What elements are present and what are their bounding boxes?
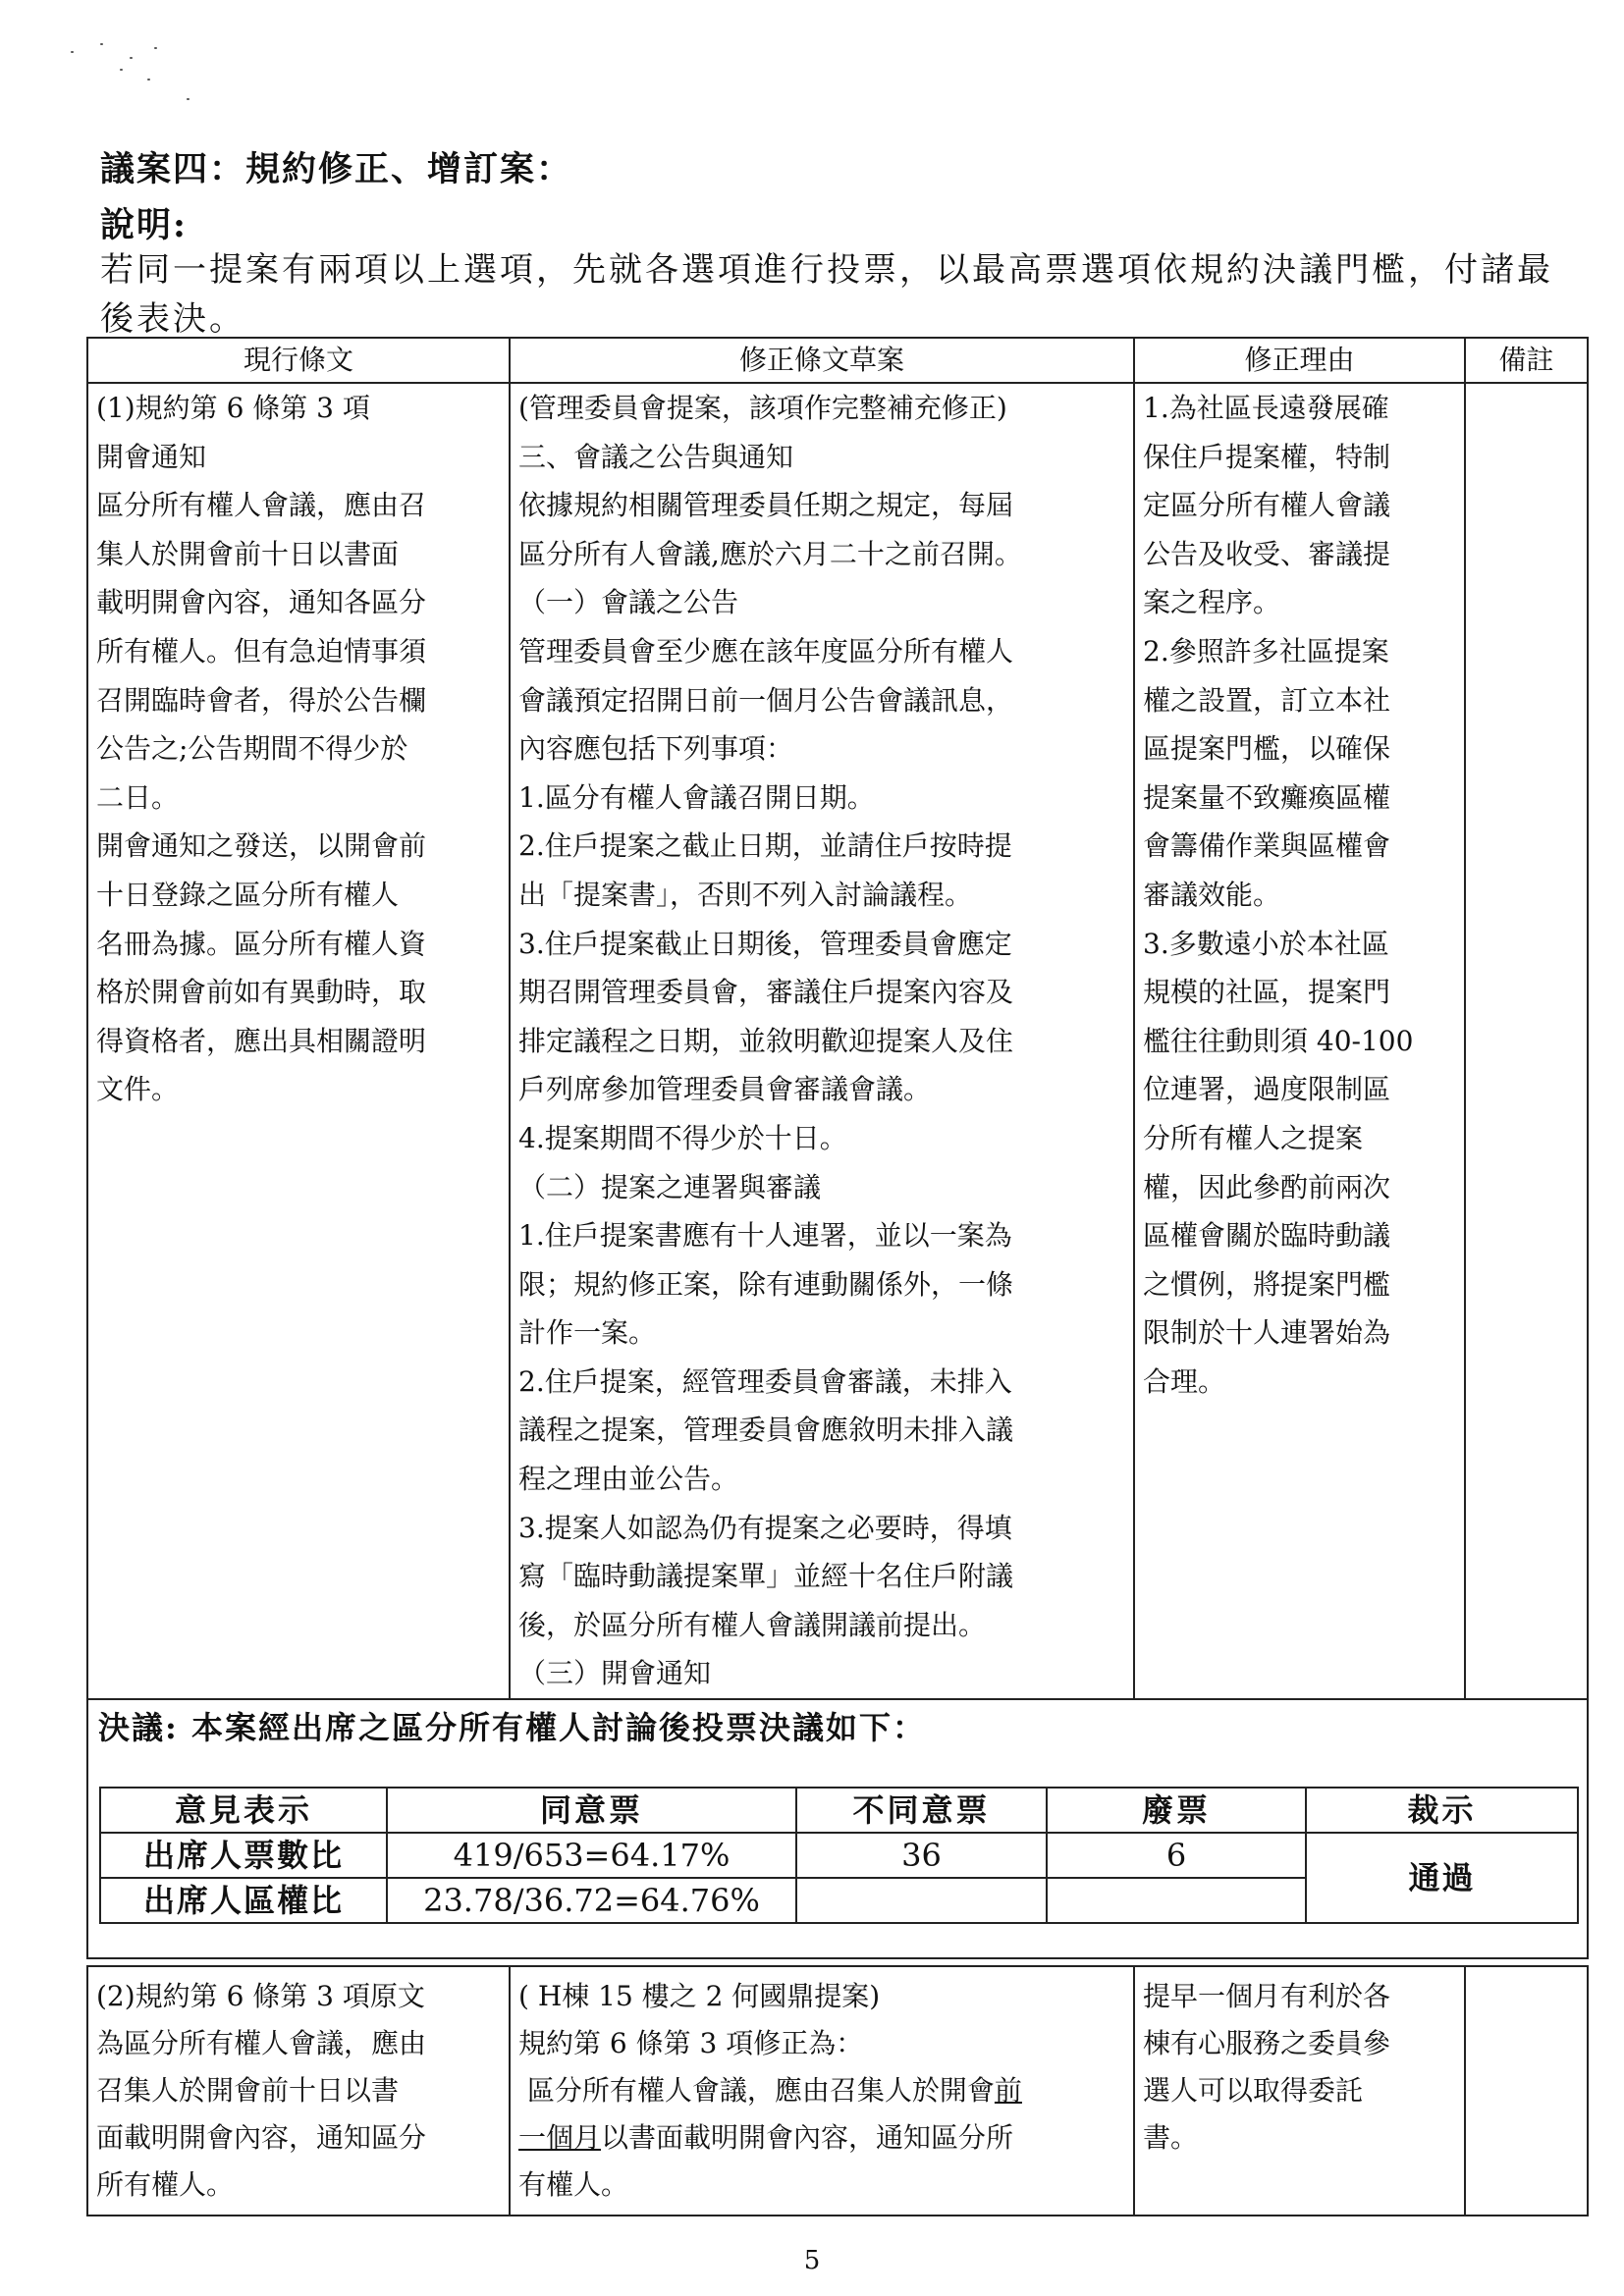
cell-line: 區權會關於臨時動議 (1143, 1219, 1391, 1253)
note-cell (1465, 383, 1588, 1699)
cell-line: 公告之;公告期間不得少於 (96, 732, 408, 766)
cell-line: 提案量不致癱瘓區權 (1143, 780, 1391, 814)
vote-invalid-value: 6 (1047, 1833, 1306, 1878)
amendment-table (86, 337, 1589, 1959)
cell-line: 會議預定招開日前一個月公告會議訊息， (518, 683, 1014, 717)
header-reason: 修正理由 (1134, 338, 1465, 383)
vote-header-opinion: 意見表示 (100, 1788, 387, 1833)
cell-line: (2)規約第 6 條第 3 項原文 (96, 1980, 425, 2012)
vote-row-label: 出席人區權比 (100, 1878, 387, 1923)
cell-line: 之慣例，將提案門檻 (1143, 1267, 1391, 1301)
cell-line: 三、會議之公告與通知 (518, 440, 794, 473)
table-header-row (87, 338, 1588, 383)
cell-line: 棟有心服務之委員參 (1143, 2027, 1391, 2059)
header-draft: 修正條文草案 (510, 338, 1134, 383)
header-note: 備註 (1465, 338, 1588, 383)
cell-line: 程之理由並公告。 (518, 1463, 739, 1496)
draft-article-cell (510, 1966, 1134, 2216)
cell-line: 開會通知之發送，以開會前 (96, 829, 427, 863)
cell-line: 文件。 (96, 1073, 180, 1106)
vote-row-label: 出席人票數比 (100, 1833, 387, 1878)
reason-cell (1134, 1966, 1465, 2216)
cell-line: 位連署，過度限制區 (1143, 1073, 1391, 1106)
scan-specks (61, 39, 208, 118)
cell-line: 內容應包括下列事項： (518, 732, 794, 766)
cell-line: 後，於區分所有權人會議開議前提出。 (518, 1608, 987, 1641)
vote-agree-value: 419/653=64.17% (387, 1833, 796, 1878)
cell-line: 2.住戶提案，經管理委員會審議，未排入 (518, 1364, 1012, 1398)
cell-line: 集人於開會前十日以書面 (96, 537, 400, 570)
amendment-table-second (86, 1965, 1589, 2216)
cell-line: 公告及收受、審議提 (1143, 537, 1391, 570)
cell-line: （二）提案之連署與審議 (518, 1170, 822, 1203)
draft-article-cell (510, 383, 1134, 1699)
table-row (87, 1966, 1588, 2216)
reason-cell (1134, 383, 1465, 1699)
cell-line: 1.區分有權人會議召開日期。 (518, 780, 875, 814)
cell-line: (管理委員會提案，該項作完整補充修正) (518, 392, 1007, 424)
cell-line: 規約第 6 條第 3 項修正為： (518, 2027, 864, 2059)
cell-line: 開會通知 (96, 440, 207, 473)
cell-line: 限；規約修正案，除有連動關係外，一條 (518, 1267, 1014, 1301)
current-article-cell (87, 1966, 510, 2216)
motion-title: 議案四：規約修正、增訂案： (100, 149, 573, 189)
cell-line: 所有權人。但有急迫情事須 (96, 634, 427, 667)
cell-line: 所有權人。 (96, 2168, 235, 2201)
draft-text: 有權人。 (518, 2168, 629, 2201)
cell-line: 寫「臨時動議提案單」並經十名住戶附議 (518, 1560, 1014, 1593)
cell-line: 合理。 (1143, 1364, 1226, 1398)
cell-line: 為區分所有權人會議，應由 (96, 2027, 427, 2059)
cell-line: 依據規約相關管理委員任期之規定，每屆 (518, 489, 1014, 522)
vote-disagree-value: 36 (796, 1833, 1047, 1878)
cell-line: 計作一案。 (518, 1316, 657, 1350)
cell-line: 載明開會內容，通知各區分 (96, 586, 427, 619)
vote-result-table (99, 1787, 1579, 1924)
draft-underlined: 一個月 (518, 2121, 602, 2154)
cell-line: 戶列席參加管理委員會審議會議。 (518, 1073, 932, 1106)
table-row (87, 383, 1588, 1699)
cell-line: 規模的社區，提案門 (1143, 976, 1391, 1009)
draft-text: 區分所有權人會議，應由召集人於開會 (526, 2074, 995, 2107)
cell-line: 面載明開會內容，通知區分 (96, 2121, 427, 2154)
cell-line: 二日。 (96, 780, 180, 814)
draft-underlined: 前 (994, 2074, 1022, 2107)
cell-line: 議程之提案，管理委員會應敘明未排入議 (518, 1414, 1014, 1447)
cell-line: 4.提案期間不得少於十日。 (518, 1121, 847, 1154)
vote-verdict: 通過 (1306, 1833, 1578, 1923)
cell-line: ( H棟 15 樓之 2 何國鼎提案) (518, 1980, 881, 2012)
cell-line: 召集人於開會前十日以書 (96, 2074, 400, 2107)
vote-header-disagree: 不同意票 (796, 1788, 1047, 1833)
cell-line: 格於開會前如有異動時，取 (96, 976, 427, 1009)
cell-line: 名冊為據。區分所有權人資 (96, 927, 427, 960)
cell-line: 排定議程之日期，並敘明歡迎提案人及住 (518, 1024, 1014, 1057)
cell-line: 分所有權人之提案 (1143, 1121, 1364, 1154)
cell-line: 提早一個月有利於各 (1143, 1980, 1391, 2012)
cell-line: 出「提案書」，否則不列入討論議程。 (518, 878, 973, 911)
cell-line: 區提案門檻，以確保 (1143, 732, 1391, 766)
note-cell (1465, 1966, 1588, 2216)
cell-line: 案之程序。 (1143, 586, 1281, 619)
vote-header-invalid: 廢票 (1047, 1788, 1306, 1833)
cell-line: 得資格者，應出具相關證明 (96, 1024, 427, 1057)
draft-text: 以書面載明開會內容，通知區分所 (601, 2121, 1014, 2154)
header-current: 現行條文 (87, 338, 510, 383)
cell-line: 十日登錄之區分所有權人 (96, 878, 400, 911)
cell-line: 召開臨時會者，得於公告欄 (96, 683, 427, 717)
explanation-label: 說明: (100, 205, 188, 245)
vote-header-verdict: 裁示 (1306, 1788, 1578, 1833)
explanation-note: 若同一提案有兩項以上選項，先就各選項進行投票，以最高票選項依規約決議門檻，付諸最後表決。 (100, 250, 1553, 339)
vote-agree-value: 23.78/36.72=64.76% (387, 1878, 796, 1923)
cell-line: 檻往往動則須 40-100 (1143, 1024, 1414, 1057)
cell-line: 書。 (1143, 2121, 1199, 2154)
cell-line: 2.參照許多社區提案 (1143, 634, 1389, 667)
page-number: 5 (803, 2246, 821, 2275)
vote-disagree-value (796, 1878, 1047, 1923)
cell-line: 3.多數遠小於本社區 (1143, 927, 1389, 960)
cell-line: 會籌備作業與區權會 (1143, 829, 1391, 863)
vote-invalid-value (1047, 1878, 1306, 1923)
cell-line: 管理委員會至少應在該年度區分所有權人 (518, 634, 1014, 667)
vote-header-row (100, 1788, 1578, 1833)
cell-line: 區分所有人會議,應於六月二十之前召開。 (518, 537, 1022, 570)
cell-line: 期召開管理委員會，審議住戶提案內容及 (518, 976, 1014, 1009)
cell-line: 2.住戶提案之截止日期，並請住戶按時提 (518, 829, 1012, 863)
cell-line: （一）會議之公告 (518, 586, 739, 619)
cell-line: 權之設置，訂立本社 (1143, 683, 1391, 717)
cell-line: 區分所有權人會議，應由召 (96, 489, 427, 522)
cell-line: 選人可以取得委託 (1143, 2074, 1364, 2107)
cell-line: (1)規約第 6 條第 3 項 (96, 392, 370, 424)
cell-line: 保住戶提案權，特制 (1143, 440, 1391, 473)
cell-line: 1.住戶提案書應有十人連署，並以一案為 (518, 1219, 1012, 1253)
vote-header-agree: 同意票 (387, 1788, 796, 1833)
vote-row (100, 1833, 1578, 1878)
current-article-cell (87, 383, 510, 1699)
cell-line: （三）開會通知 (518, 1657, 712, 1690)
cell-line: 1.為社區長遠發展確 (1143, 392, 1389, 424)
resolution-heading: 決議: 本案經出席之區分所有權人討論後投票決議如下： (98, 1709, 926, 1747)
cell-line: 限制於十人連署始為 (1143, 1316, 1391, 1350)
cell-line: 3.提案人如認為仍有提案之必要時，得填 (518, 1511, 1012, 1544)
cell-line: 權，因此參酌前兩次 (1143, 1170, 1391, 1203)
cell-line: 審議效能。 (1143, 878, 1281, 911)
cell-line: 3.住戶提案截止日期後，管理委員會應定 (518, 927, 1012, 960)
cell-line: 定區分所有權人會議 (1143, 489, 1391, 522)
